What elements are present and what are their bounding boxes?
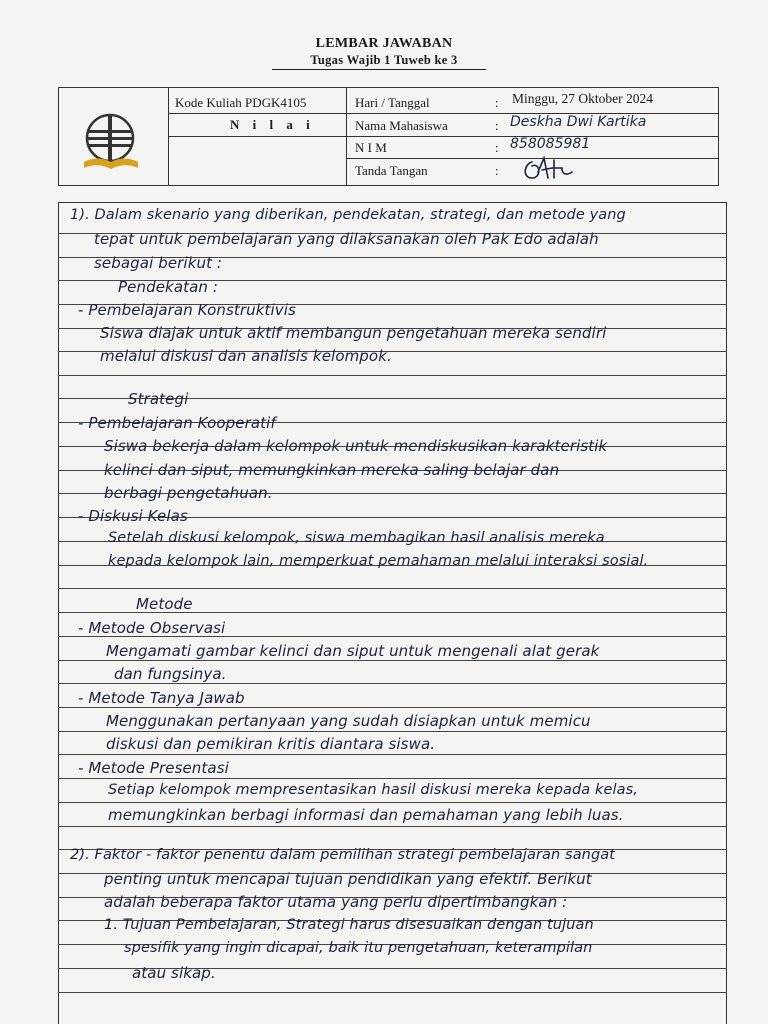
subtitle-underline — [272, 69, 486, 70]
answer-line: spesifik yang ingin dicapai, baik itu pengetahuan, keterampilan — [124, 940, 593, 956]
answer-line: 1. Tujuan Pembelajaran, Strategi harus disesuaikan dengan tujuan — [104, 917, 594, 933]
course-code-label: Kode Kuliah PDGK4105 — [175, 95, 307, 110]
answer-line: Pendekatan : — [118, 278, 219, 296]
answer-line: melalui diskusi dan analisis kelompok. — [100, 347, 392, 365]
answer-line: atau sikap. — [132, 964, 216, 982]
answer-line: Siswa bekerja dalam kelompok untuk mendiskusikan karakteristik — [104, 437, 608, 455]
answer-line: kelinci dan siput, memungkinkan mereka saling belajar dan — [104, 461, 560, 479]
answer-line: - Pembelajaran Konstruktivis — [78, 301, 296, 319]
grade-label: N i l a i — [230, 117, 315, 132]
answer-line: Mengamati gambar kelinci dan siput untuk mengenali alat gerak — [106, 642, 600, 660]
answer-line: memungkinkan berbagi informasi dan pemahaman yang lebih luas. — [108, 806, 624, 824]
answer-line: sebagai berikut : — [94, 254, 223, 272]
answer-line: Siswa diajak untuk aktif membangun pengetahuan mereka sendiri — [100, 324, 607, 342]
answer-line: - Metode Tanya Jawab — [78, 689, 245, 707]
answer-line: kepada kelompok lain, memperkuat pemahaman melalui interaksi sosial. — [108, 553, 649, 569]
date-label: Hari / Tanggal — [355, 95, 430, 110]
ruled-line — [58, 826, 727, 827]
ruled-line — [58, 778, 727, 779]
answer-line: diskusi dan pemikiran kritis diantara siswa. — [106, 735, 436, 753]
answer-line: Strategi — [128, 390, 189, 408]
ruled-line — [58, 588, 727, 589]
signature-label: Tanda Tangan — [355, 163, 428, 178]
nim-value: 858085981 — [510, 136, 591, 152]
answer-line: 2). Faktor - faktor penentu dalam pemilihan strategi pembelajaran sangat — [70, 847, 616, 863]
table-divider — [168, 113, 346, 114]
table-divider — [168, 136, 346, 137]
ruled-line — [58, 660, 727, 661]
answer-line: - Pembelajaran Kooperatif — [78, 414, 276, 432]
date-value: Minggu, 27 Oktober 2024 — [512, 91, 653, 106]
answer-line: - Metode Observasi — [78, 619, 226, 637]
university-logo-icon — [82, 110, 142, 176]
answer-line: Menggunakan pertanyaan yang sudah disiapkan untuk memicu — [106, 712, 591, 730]
ruled-line — [58, 683, 727, 684]
ruled-line — [58, 707, 727, 708]
colon: : — [495, 163, 499, 178]
student-name-value: Deskha Dwi Kartika — [510, 114, 647, 130]
answer-line: dan fungsinya. — [114, 665, 227, 683]
signature-icon — [518, 156, 582, 184]
colon: : — [495, 140, 499, 155]
student-name-label: Nama Mahasiswa — [355, 118, 448, 133]
answer-line: tepat untuk pembelajaran yang dilaksanakan oleh Pak Edo adalah — [94, 230, 599, 248]
colon: : — [495, 118, 499, 133]
answer-line: Setelah diskusi kelompok, siswa membagikan hasil analisis mereka — [108, 530, 605, 546]
answer-line: penting untuk mencapai tujuan pendidikan yang efektif. Berikut — [104, 870, 592, 888]
answer-line: berbagi pengetahuan. — [104, 484, 273, 502]
sheet-subtitle: Tugas Wajib 1 Tuweb ke 3 — [310, 53, 458, 67]
answer-line: adalah beberapa faktor utama yang perlu dipertimbangkan : — [104, 893, 568, 911]
answer-line: - Diskusi Kelas — [78, 507, 188, 525]
ruled-line — [58, 375, 727, 376]
nim-label: N I M — [355, 140, 387, 155]
colon: : — [495, 95, 499, 110]
ruled-line — [58, 992, 727, 993]
answer-line: Setiap kelompok mempresentasikan hasil diskusi mereka kepada kelas, — [108, 782, 639, 798]
sheet-title: LEMBAR JAWABAN — [315, 36, 453, 51]
answer-line: Metode — [136, 595, 193, 613]
answer-line: 1). Dalam skenario yang diberikan, pendekatan, strategi, dan metode yang — [70, 207, 626, 223]
ruled-line — [58, 754, 727, 755]
ruled-line — [58, 731, 727, 732]
ruled-line — [58, 802, 727, 803]
answer-line: - Metode Presentasi — [78, 759, 229, 777]
